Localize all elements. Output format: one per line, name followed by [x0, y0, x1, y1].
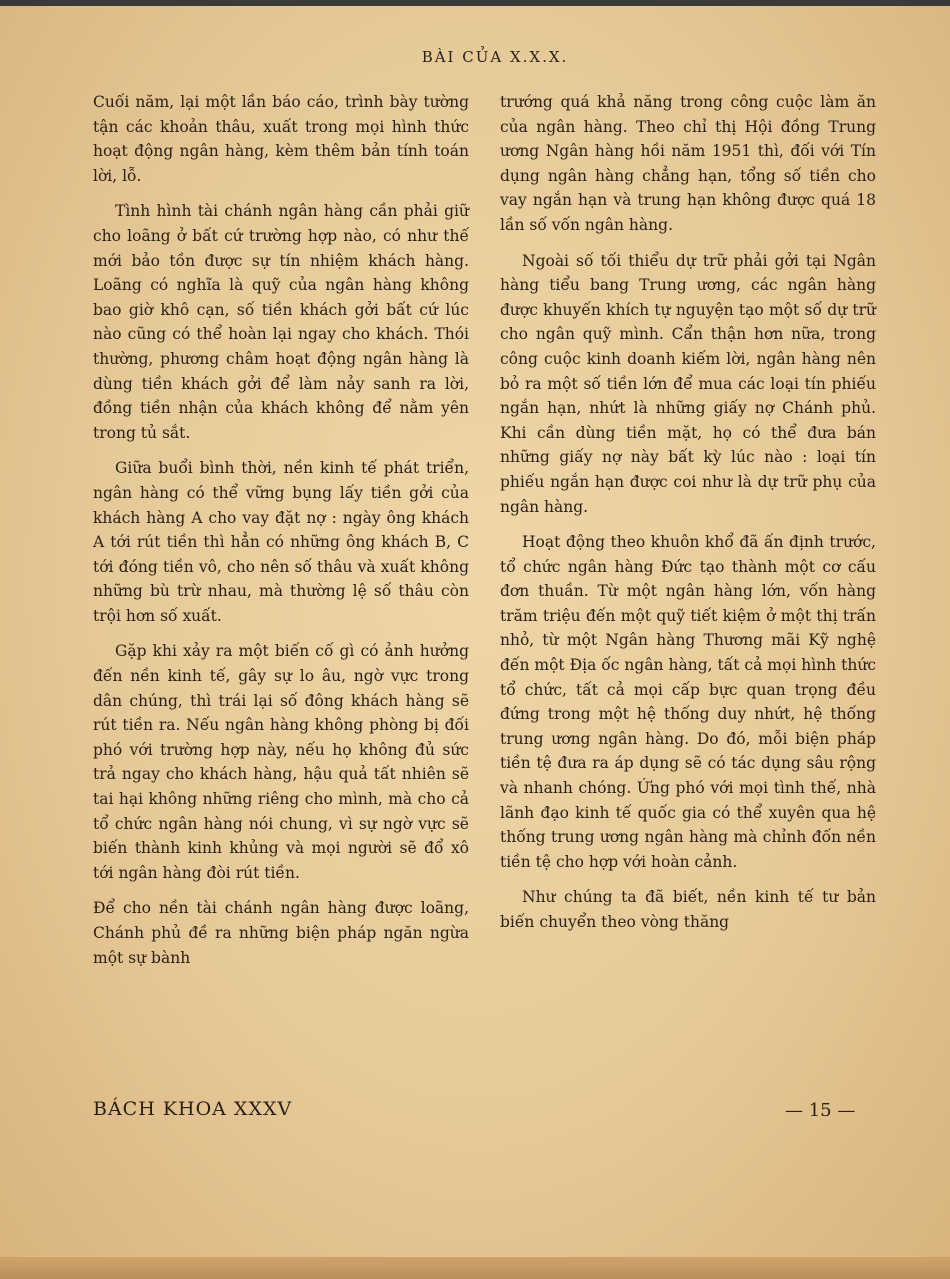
right-column [500, 90, 876, 946]
paragraph: Để cho nền tài chánh ngân hàng được loãng, Chánh phủ đề ra những biện pháp ngăn ngừa một sự bành [93, 899, 469, 967]
running-header: BÀI CỦA X.X.X. [421, 48, 569, 66]
paragraph: trướng quá khả năng trong công cuộc làm ăn của ngân hàng. Theo chỉ thị Hội đồng Trung ương Ngân hàng hồi năm 1951 thì, đối với Tín dụng ngân hàng chẳng hạn, tổng số tiền cho vay ngắn hạn và trung hạn không được quá 18 lần số vốn ngân hàng. [500, 93, 876, 234]
paragraph: Như chúng ta đã biết, nền kinh tế tư bản biến chuyển theo vòng thăng [500, 888, 876, 931]
paragraph: Cuối năm, lại một lần báo cáo, trình bày tường tận các khoản thâu, xuất trong mọi hình thức hoạt động ngân hàng, kèm thêm bản tính toán lời, lỗ. [93, 93, 469, 185]
paragraph: Tình hình tài chánh ngân hàng cần phải giữ cho loãng ở bất cứ trường hợp nào, có như thế mới bảo tồn được sự tín nhiệm khách hàng. Loãng có nghĩa là quỹ của ngân hàng không bao giờ khô cạn, số tiền khách gởi bất cứ lúc nào cũng có thể hoàn lại ngay cho khách. Thói thường, phương châm hoạt động ngân hàng là dùng tiền khách gởi để làm nảy sanh ra lời, đồng tiền nhận của khách không để nằm yên trong tủ sắt. [93, 202, 469, 442]
paragraph: Ngoài số tối thiểu dự trữ phải gởi tại Ngân hàng tiểu bang Trung ương, các ngân hàng được khuyến khích tự nguyện tạo một số dự trữ cho ngân quỹ mình. Cẩn thận hơn nữa, trong công cuộc kinh doanh kiếm lời, ngân hàng nên bỏ ra một số tiền lớn để mua các loại tín phiếu ngắn hạn, nhứt là những giấy nợ Chánh phủ. Khi cần dùng tiền mặt, họ có thể đưa bán những giấy nợ này bất kỳ lúc nào : loại tín phiếu ngắn hạn được coi như là dự trữ phụ của ngân hàng. [500, 251, 876, 516]
paragraph: Hoạt động theo khuôn khổ đã ấn định trước, tổ chức ngân hàng Đức tạo thành một cơ cấu đơn thuần. Từ một ngân hàng lớn, vốn hàng trăm triệu đến một quỹ tiết kiệm ở một thị trấn nhỏ, từ một Ngân hàng Thương mãi Kỹ nghệ đến một Địa ốc ngân hàng, tất cả mọi hình thức tổ chức, tất cả mọi cấp bực quan trọng đều đứng trong một hệ thống duy nhứt, hệ thống trung ương ngân hàng. Do đó, mỗi biện pháp tiền tệ đưa ra áp dụng sẽ có tác dụng sâu rộng và nhanh chóng. Ứng phó với mọi tình thế, nhà lãnh đạo kinh tế quốc gia có thể xuyên qua hệ thống trung ương ngân hàng mà chỉnh đốn nền tiền tệ cho hợp với hoàn cảnh. [500, 533, 876, 871]
left-column [93, 90, 469, 981]
paragraph: Giữa buổi bình thời, nền kinh tế phát triển, ngân hàng có thể vững bụng lấy tiền gởi của khách hàng A cho vay đặt nợ : ngày ông khách A tới rút tiền thì hẳn có những ông khách B, C tới đóng tiền vô, cho nên số thâu và xuất không những bù trừ nhau, mà thường lệ số thâu còn trội hơn số xuất. [93, 459, 469, 625]
paragraph: Gặp khi xảy ra một biến cố gì có ảnh hưởng đến nền kinh tế, gây sự lo âu, ngờ vực trong dân chúng, thì trái lại số đông khách hàng sẽ rút tiền ra. Nếu ngân hàng không phòng bị đối phó với trường hợp này, nếu họ không đủ sức trả ngay cho khách hàng, hậu quả tất nhiên sẽ tai hại không những riêng cho mình, mà cho cả tổ chức ngân hàng nói chung, vì sự ngờ vực sẽ biến thành kinh khủng và mọi người sẽ đổ xô tới ngân hàng đòi rút tiền. [93, 642, 469, 882]
page-number: — 15 — [785, 1100, 856, 1121]
magazine-name: BÁCH KHOA XXXV [93, 1098, 293, 1120]
